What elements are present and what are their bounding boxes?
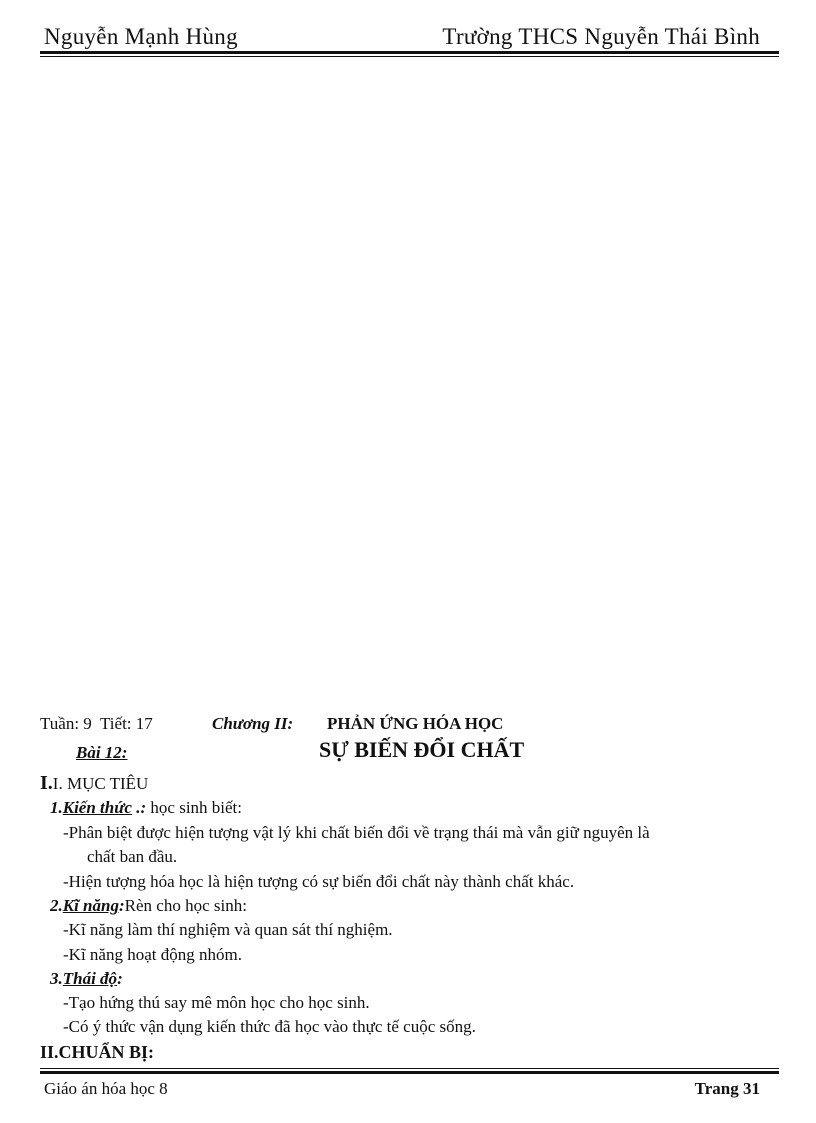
skills-number: 2. — [50, 896, 63, 915]
knowledge-number: 1. — [50, 798, 63, 817]
lesson-week: Tuần: 9 — [40, 714, 92, 733]
attitude-item-2: -Có ý thức vận dụng kiến thức đã học vào thực tế cuộc sống. — [63, 1017, 476, 1036]
lesson-week-period — [40, 714, 153, 734]
attitude-number: 3. — [50, 969, 63, 988]
footer-subject: Giáo án hóa học 8 — [44, 1079, 168, 1098]
knowledge-label: Kiến thức — [62, 798, 132, 817]
attitude-line — [50, 969, 123, 989]
footer-left — [44, 1079, 168, 1099]
attitude-item-1: -Tạo hứng thú say mê môn học cho học sinh. — [63, 993, 370, 1012]
knowledge-suffix: .: — [131, 798, 147, 817]
preparation-heading: II.CHUẨN BỊ: — [40, 1042, 155, 1062]
skills-line — [50, 896, 247, 916]
skills-label: Kĩ năng — [62, 896, 119, 915]
header-author: Nguyễn Mạnh Hùng — [44, 24, 238, 49]
footer-rule-thin — [40, 1068, 779, 1069]
knowledge-item-1: -Phân biệt được hiện tượng vật lý khi chất biến đổi về trạng thái mà vẫn giữ nguyên là — [63, 823, 650, 842]
objectives-heading: I.I. MỤC TIÊU — [40, 772, 149, 794]
lesson-label: Bài 12: — [76, 743, 128, 762]
skills-item-1: -Kĩ năng làm thí nghiệm và quan sát thí nghiệm. — [63, 920, 393, 939]
knowledge-item-2: -Hiện tượng hóa học là hiện tượng có sự biến đổi chất này thành chất khác. — [63, 872, 575, 891]
skills-item-2: -Kĩ năng hoạt động nhóm. — [63, 945, 242, 964]
objectives-heading-text: I. MỤC TIÊU — [52, 774, 149, 793]
chapter-label: Chương II: — [212, 714, 294, 733]
knowledge-text: học sinh biết: — [146, 798, 243, 817]
skills-suffix: : — [118, 896, 125, 915]
lesson-title: SỰ BIẾN ĐỔI CHẤT — [319, 737, 525, 762]
attitude-label: Thái độ — [62, 969, 118, 988]
lesson-period: Tiết: 17 — [100, 714, 153, 733]
header-school: Trường THCS Nguyễn Thái Bình — [442, 24, 760, 49]
knowledge-item-1-cont: chất ban đầu. — [87, 847, 178, 866]
knowledge-line — [50, 798, 242, 818]
footer-page: Trang 31 — [694, 1079, 760, 1098]
footer-rule-thick — [40, 1071, 779, 1074]
attitude-suffix: : — [117, 969, 123, 988]
chapter-title: PHẢN ỨNG HÓA HỌC — [327, 714, 504, 733]
header-rule-thin — [40, 56, 779, 57]
skills-text: Rèn cho học sinh: — [124, 896, 247, 915]
header-rule-thick — [40, 51, 779, 54]
